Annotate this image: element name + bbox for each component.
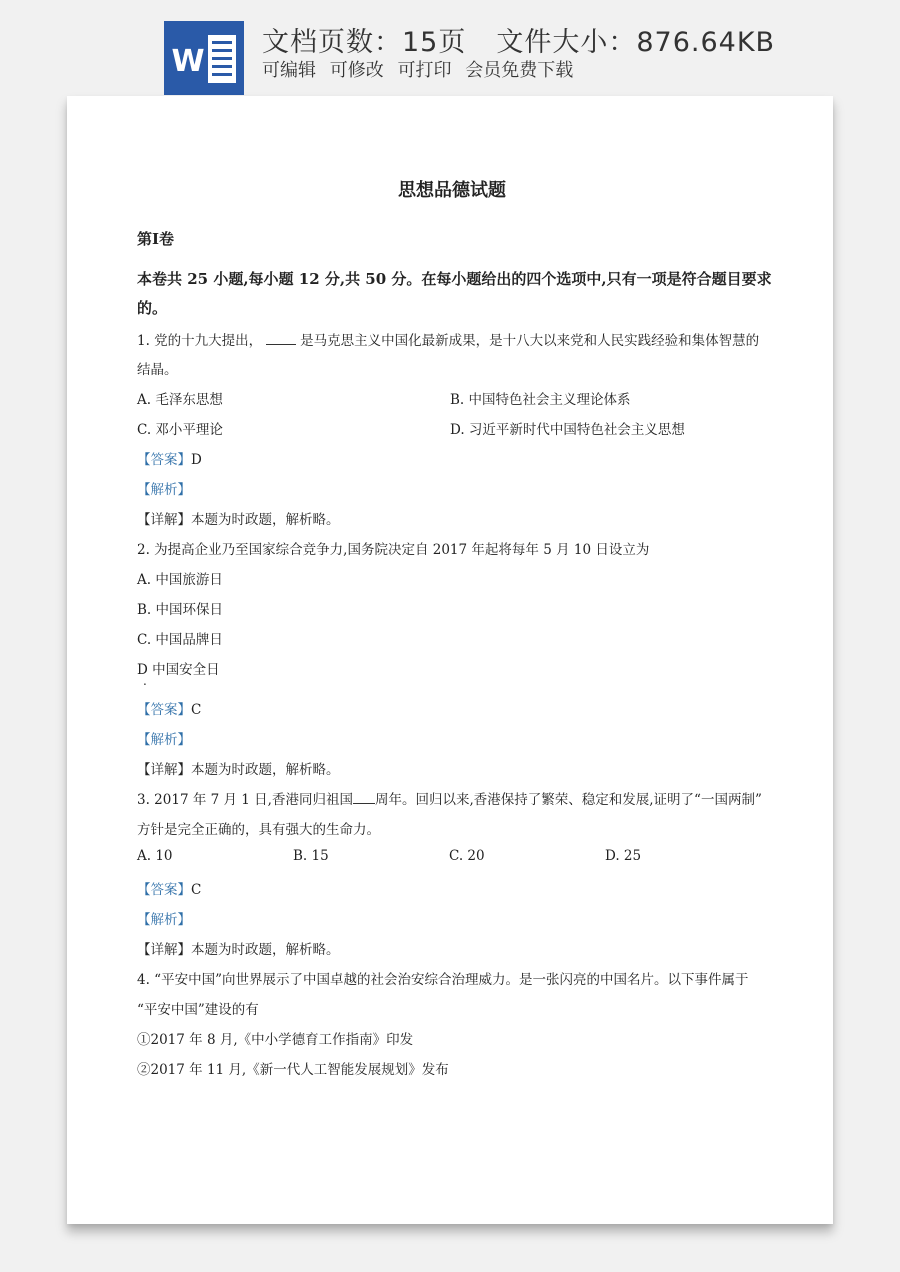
feature-printable: 可打印	[397, 60, 452, 81]
question-4-stem: 4. “平安中国”向世界展示了中国卓越的社会治安综合治理威力。是一张闪亮的中国名片。以下事件属于	[137, 972, 749, 988]
feature-member-download[interactable]: 会员免费下载	[465, 60, 574, 81]
answer-blank	[266, 334, 296, 345]
question-1-option-d: D. 习近平新时代中国特色社会主义思想	[450, 422, 685, 438]
document-title: 思想品德试题	[398, 180, 506, 201]
question-4-item-2: ②2017 年 11 月,《新一代人工智能发展规划》发布	[137, 1062, 449, 1078]
question-1-option-a: A. 毛泽东思想	[137, 392, 223, 408]
section-heading: 第Ⅰ卷	[137, 230, 175, 248]
question-3-stem: 3. 2017 年 7 月 1 日,香港同归祖国 周年。回归以来,香港保持了繁荣、稳定和发展,证明了“一国两制”	[137, 792, 762, 808]
file-size: 文件大小：876.64KB	[496, 27, 776, 58]
question-3-analysis: 【解析】	[137, 912, 191, 928]
question-2-detail: 【详解】本题为时政题，解析略。	[137, 762, 340, 778]
instructions-line-2: 的。	[137, 299, 168, 317]
document-page	[67, 96, 833, 1224]
question-3-option-a: A. 10	[137, 848, 173, 864]
question-1-answer: 【答案】D	[137, 452, 202, 468]
answer-blank	[353, 793, 375, 804]
question-4-stem-cont: “平安中国”建设的有	[137, 1002, 259, 1018]
question-3-option-b: B. 15	[293, 848, 329, 864]
question-1-stem: 1. 党的十九大提出， 是马克思主义中国化最新成果，是十八大以来党和人民实践经验和集体智慧的	[137, 333, 760, 349]
question-2-option-b: B. 中国环保日	[137, 602, 224, 618]
question-3-answer: 【答案】C	[137, 882, 202, 898]
question-2-analysis: 【解析】	[137, 732, 191, 748]
question-1-stem-cont: 结晶。	[137, 362, 178, 378]
question-4-item-1: ①2017 年 8 月,《中小学德育工作指南》印发	[137, 1032, 414, 1048]
question-1-analysis: 【解析】	[137, 482, 191, 498]
question-2-option-a: A. 中国旅游日	[137, 572, 223, 588]
question-1-option-b: B. 中国特色社会主义理论体系	[450, 392, 631, 408]
question-2-option-c: C. 中国品牌日	[137, 632, 223, 648]
question-2-stem: 2. 为提高企业乃至国家综合竞争力,国务院决定自 2017 年起将每年 5 月 10 日设立为	[137, 542, 650, 558]
page-count: 文档页数：15页	[262, 27, 467, 58]
question-2-answer: 【答案】C	[137, 702, 202, 718]
stray-dot: .	[143, 674, 147, 688]
question-3-stem-cont: 方针是完全正确的，具有强大的生命力。	[137, 822, 380, 838]
word-document-icon	[164, 21, 244, 95]
question-2-option-d: D 中国安全日	[137, 662, 220, 678]
question-1-detail: 【详解】本题为时政题，解析略。	[137, 512, 340, 528]
question-3-option-d: D. 25	[605, 848, 642, 864]
file-info	[262, 20, 775, 59]
question-1-option-c: C. 邓小平理论	[137, 422, 223, 438]
instructions-line-1: 本卷共 25 小题,每小题 12 分,共 50 分。在每小题给出的四个选项中,只有一项是符合题目要求	[137, 270, 772, 288]
download-banner	[0, 0, 900, 96]
question-3-detail: 【详解】本题为时政题，解析略。	[137, 942, 340, 958]
feature-list	[262, 56, 581, 82]
question-3-option-c: C. 20	[449, 848, 485, 864]
feature-modifiable: 可修改	[329, 60, 384, 81]
word-icon-letter: W	[171, 44, 205, 79]
feature-editable: 可编辑	[262, 60, 316, 81]
